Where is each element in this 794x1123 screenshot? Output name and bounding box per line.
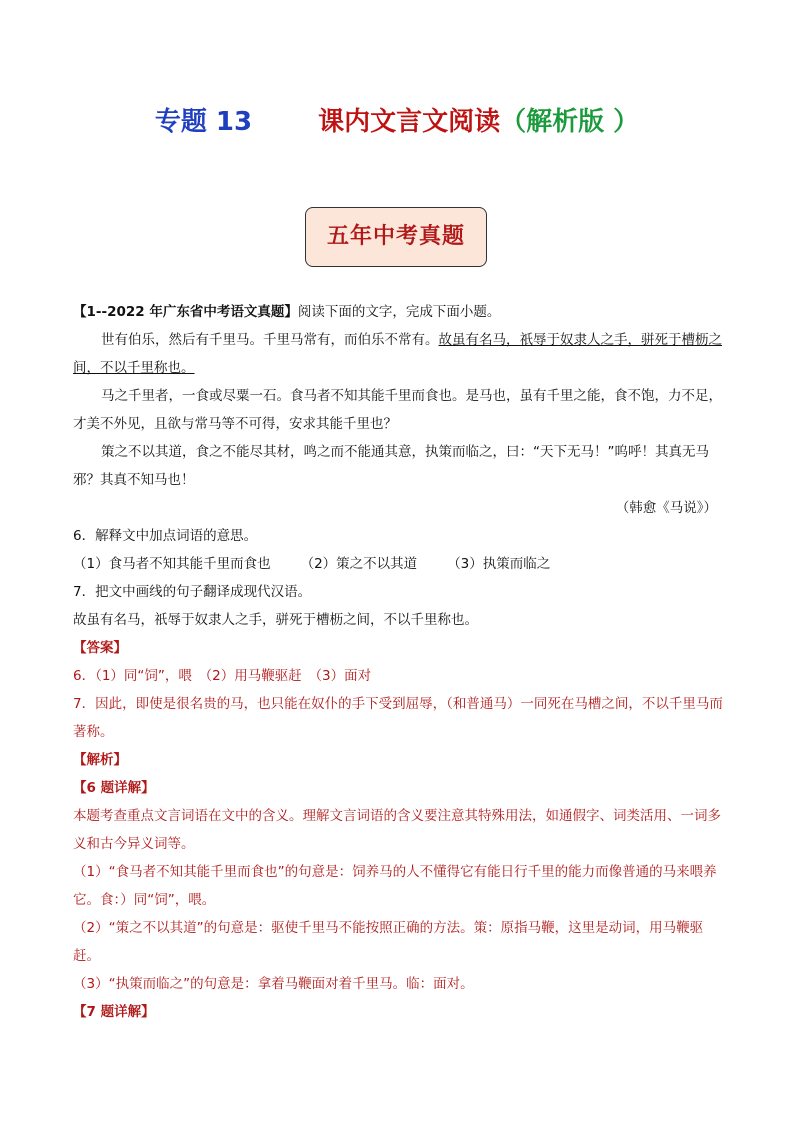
passage-paragraph-3: 策之不以其道，食之不能尽其材，鸣之而不能通其意，执策而临之，曰：“天下无马！”呜呼！其真无马邪？其真不知马也！ bbox=[73, 444, 709, 488]
analysis-heading: 【解析】 bbox=[73, 752, 127, 768]
analysis-6-intro: 本题考查重点文言词语在文中的含义。理解文言词语的含义要注意其特殊用法，如通假字、词类活用、一词多义和古今异义词等。 bbox=[73, 808, 721, 852]
source-tag: 【1--2022 年广东省中考语文真题】 bbox=[73, 304, 298, 320]
title-main: 课内文言文阅读 bbox=[318, 107, 501, 137]
question-7-stem: 7．把文中画线的句子翻译成现代汉语。 bbox=[73, 584, 312, 600]
instruction-text: 阅读下面的文字，完成下面小题。 bbox=[297, 304, 501, 320]
underlined-sentence: 故虽有名马，祇辱于奴隶人之手，骈死于槽枥之间，不以千里称也。 bbox=[73, 332, 722, 376]
analysis-7-heading: 【7 题详解】 bbox=[73, 1004, 155, 1020]
analysis-6-item-1: （1）“食马者不知其能千里而食也”的句意是：饲养马的人不懂得它有能日行千里的能力而像普通的马来喂养它。食：）同“饲”，喂。 bbox=[73, 864, 717, 908]
page-title bbox=[0, 100, 794, 144]
document-body bbox=[73, 298, 723, 1026]
passage-paragraph-1: 世有伯乐，然后有千里马。千里马常有，而伯乐不常有。故虽有名马，祇辱于奴隶人之手，骈死于槽枥之间，不以千里称也。 bbox=[73, 332, 722, 376]
passage-paragraph-2: 马之千里者，一食或尽粟一石。食马者不知其能千里而食也。是马也，虽有千里之能，食不饱，力不足，才美不外见，且欲与常马等不可得，安求其能千里也？ bbox=[73, 388, 722, 432]
answer-6: 6．（1）同“饲”，喂 （2）用马鞭驱赶 （3）面对 bbox=[73, 668, 372, 684]
question-6-items: （1）食马者不知其能千里而食也 （2）策之不以其道 （3）执策而临之 bbox=[73, 556, 551, 572]
title-paren: （解析版 ） bbox=[500, 107, 640, 137]
section-badge: 五年中考真题 bbox=[305, 207, 487, 267]
answer-heading: 【答案】 bbox=[73, 640, 127, 656]
question-6-stem: 6．解释文中加点词语的意思。 bbox=[73, 528, 258, 544]
analysis-6-item-2: （2）“策之不以其道”的句意是：驱使千里马不能按照正确的方法。策：原指马鞭，这里是动词，用马鞭驱赶。 bbox=[73, 920, 704, 964]
answer-7: 7．因此，即使是很名贵的马，也只能在奴仆的手下受到屈辱，（和普通马）一同死在马槽之间，不以千里马而著称。 bbox=[73, 696, 723, 740]
passage-attribution: （韩愈《马说》） bbox=[615, 500, 717, 516]
analysis-6-item-3: （3）“执策而临之”的句意是：拿着马鞭面对着千里马。临：面对。 bbox=[73, 976, 474, 992]
intro-line bbox=[73, 298, 723, 326]
analysis-6-heading: 【6 题详解】 bbox=[73, 780, 155, 796]
question-7-sentence: 故虽有名马，祇辱于奴隶人之手，骈死于槽枥之间，不以千里称也。 bbox=[73, 612, 478, 628]
title-prefix: 专题 13 bbox=[154, 107, 253, 137]
